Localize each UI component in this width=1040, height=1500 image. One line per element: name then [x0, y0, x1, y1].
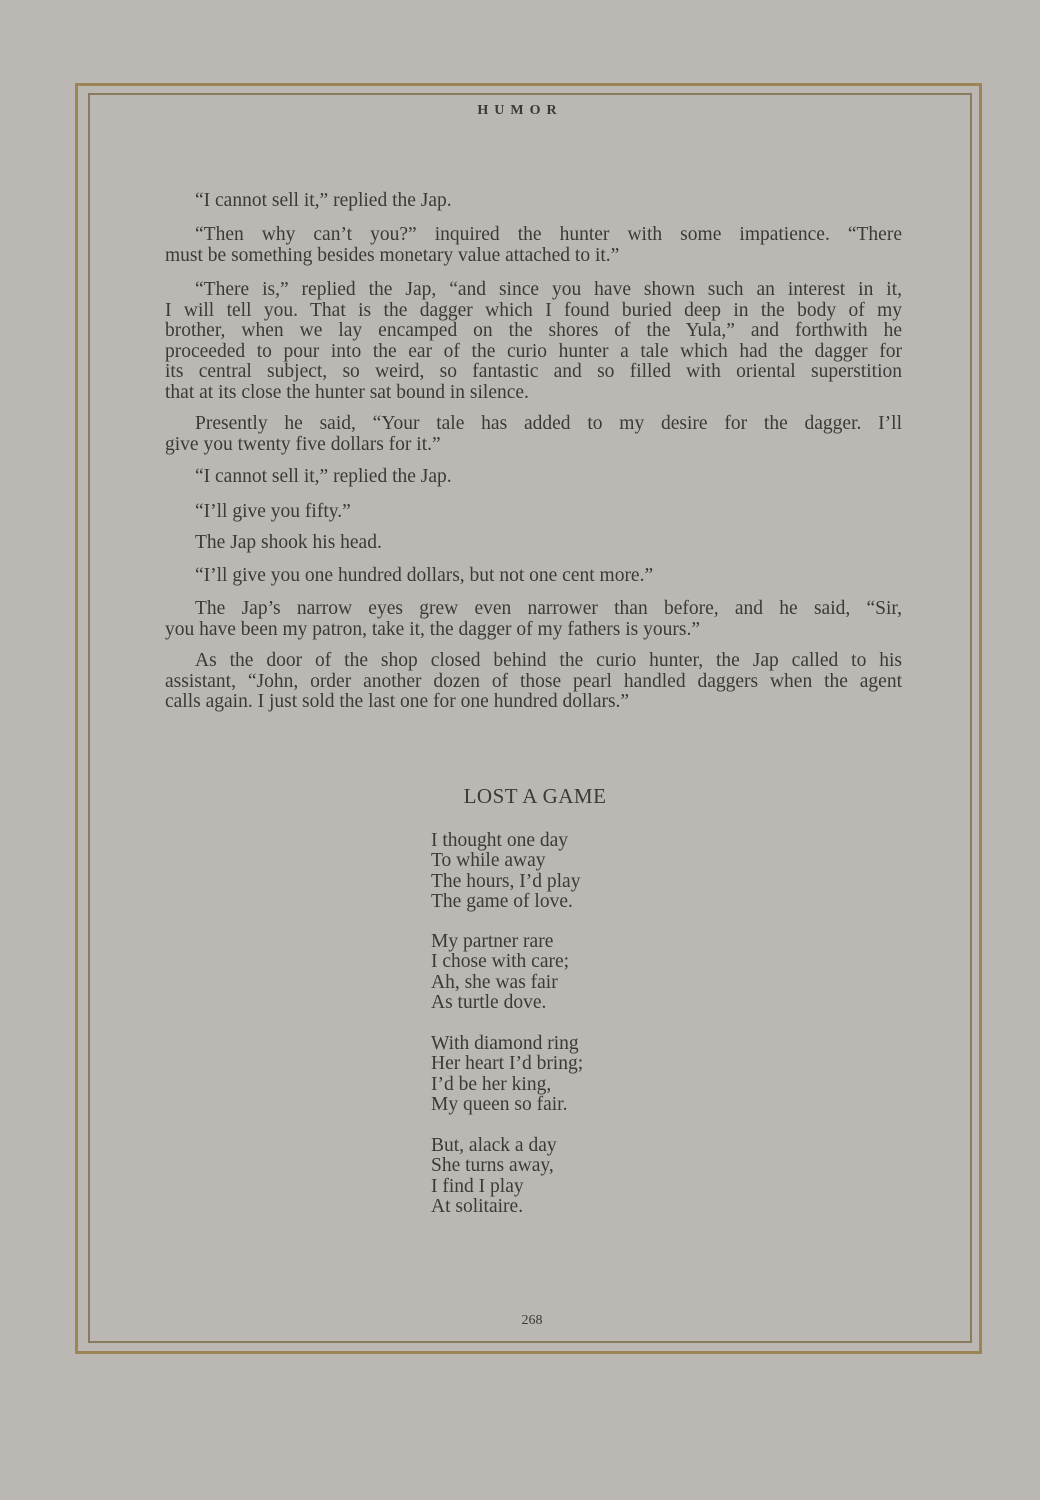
- paragraph: [165, 467, 902, 488]
- text-line: must be something besides monetary value attached to it.”: [165, 244, 620, 266]
- text-line: Presently he said, “Your tale has added to my desire for the dagger. I’ll: [195, 413, 902, 434]
- page-number: 268: [521, 1313, 543, 1328]
- poem-line: The hours, I’d play: [431, 870, 581, 892]
- paragraph: [165, 414, 902, 455]
- poem-line: Her heart I’d bring;: [431, 1053, 584, 1075]
- poem-line: At solitaire.: [431, 1196, 524, 1218]
- poem-title: LOST A GAME: [463, 784, 607, 808]
- poem-line: With diamond ring: [431, 1033, 579, 1054]
- text-line: its central subject, so weird, so fantastic and so filled with oriental superstition: [165, 361, 902, 383]
- poem-stanza: [431, 831, 580, 913]
- poem-line: I thought one day: [431, 830, 569, 851]
- text-line: “I cannot sell it,” replied the Jap.: [195, 190, 452, 211]
- paragraph: [165, 225, 902, 266]
- text-line: “I’ll give you fifty.”: [195, 501, 351, 522]
- poem-line: I find I play: [431, 1175, 524, 1197]
- text-line: “I’ll give you one hundred dollars, but not one cent more.”: [195, 565, 654, 586]
- poem-line: As turtle dove.: [431, 992, 547, 1014]
- text-line: calls again. I just sold the last one for one hundred dollars.”: [165, 691, 630, 713]
- text-line: “There is,” replied the Jap, “and since you have shown such an interest in it,: [195, 279, 902, 300]
- text-line: The Jap shook his head.: [195, 532, 382, 553]
- paragraph: [165, 533, 902, 554]
- poem-line: I’d be her king,: [431, 1073, 552, 1095]
- text-line: give you twenty five dollars for it.”: [165, 433, 441, 455]
- text-line: proceeded to pour into the ear of the curio hunter a tale which had the dagger for: [165, 340, 902, 362]
- text-line: I will tell you. That is the dagger which I found buried deep in the body of my: [165, 299, 902, 321]
- poem-stanza: [431, 932, 569, 1014]
- poem-line: I chose with care;: [431, 951, 570, 973]
- paragraph: [165, 651, 902, 713]
- text-line: The Jap’s narrow eyes grew even narrower than before, and he said, “Sir,: [195, 598, 902, 619]
- poem-stanza: [431, 1136, 557, 1218]
- paragraph: [165, 599, 902, 640]
- text-line: “I cannot sell it,” replied the Jap.: [195, 466, 452, 487]
- paragraph: [165, 566, 902, 587]
- paragraph: [165, 191, 902, 212]
- running-header: HUMOR: [477, 103, 563, 118]
- text-line: brother, when we lay encamped on the shores of the Yula,” and forthwith he: [165, 320, 902, 342]
- poem-line: She turns away,: [431, 1155, 554, 1177]
- paragraph: [165, 280, 902, 404]
- text-line: “Then why can’t you?” inquired the hunter with some impatience. “There: [195, 224, 902, 245]
- text-line: As the door of the shop closed behind the curio hunter, the Jap called to his: [195, 650, 902, 671]
- text-line: assistant, “John, order another dozen of those pearl handled daggers when the agent: [165, 670, 902, 692]
- poem-stanza: [431, 1034, 583, 1116]
- text-line: that at its close the hunter sat bound in silence.: [165, 381, 529, 403]
- poem-line: The game of love.: [431, 891, 573, 913]
- paragraph: [165, 502, 902, 523]
- text-line: you have been my patron, take it, the dagger of my fathers is yours.”: [165, 618, 701, 640]
- poem-line: But, alack a day: [431, 1135, 557, 1156]
- poem-line: My queen so fair.: [431, 1094, 568, 1116]
- poem-line: To while away: [431, 850, 546, 872]
- poem-line: Ah, she was fair: [431, 971, 558, 993]
- poem-line: My partner rare: [431, 931, 554, 952]
